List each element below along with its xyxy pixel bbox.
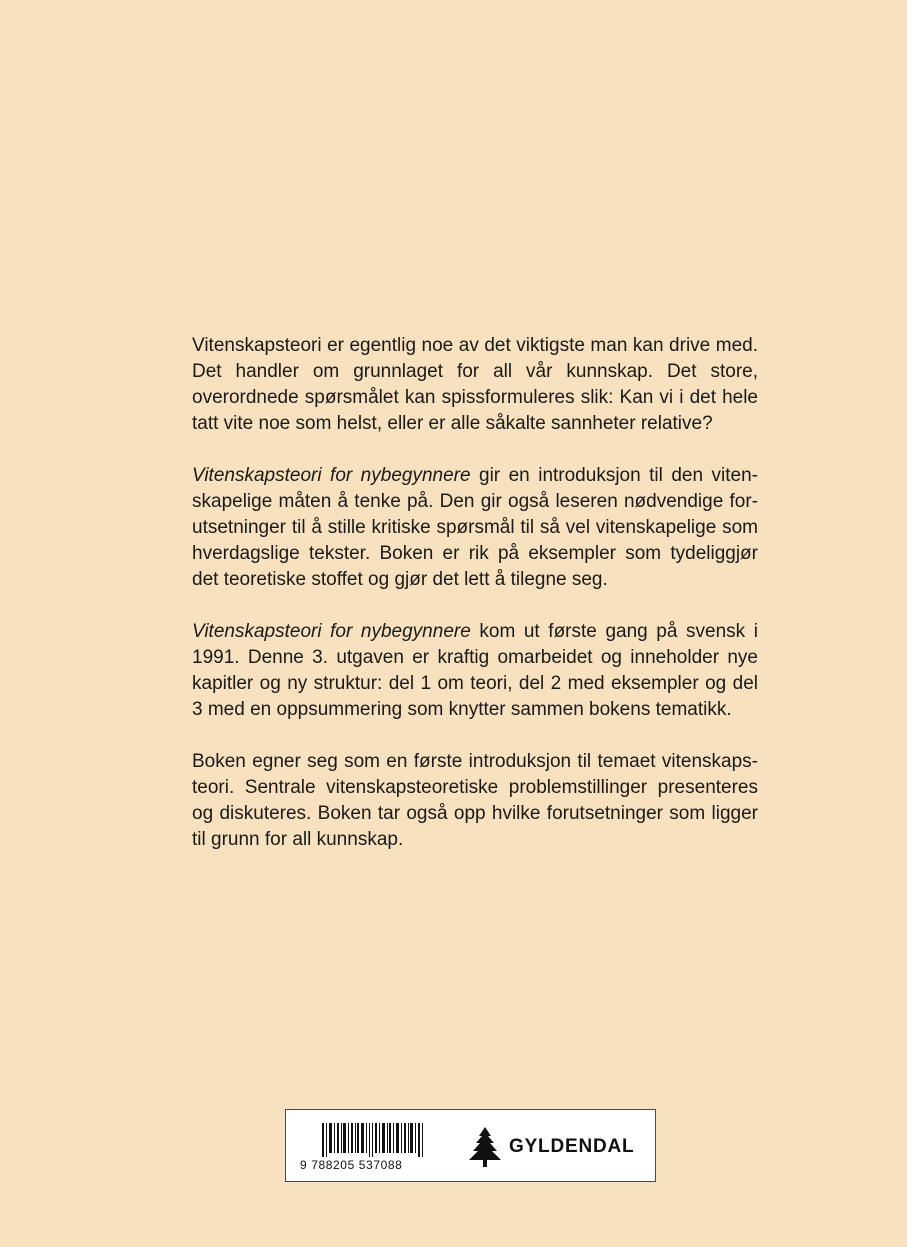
isbn-barcode	[300, 1123, 445, 1173]
blurb-paragraph-3	[192, 619, 758, 723]
publisher-logo	[469, 1127, 634, 1167]
book-title-italic: Vitenskapsteori for nybegynnere	[192, 621, 471, 642]
blurb-paragraph-2-text: gir en introduksjon til den vitenskapelige måten å tenke på. Den gir også leseren nødvendige forutsetninger til å stille kritiske spørsmål til så vel vitenskapelige som hverdagslige tekster. Boken er rik på eksempler som tydeliggjør det teoretiske stoffet og gjør det lett å tilegne seg.	[192, 465, 758, 590]
barcode-icon	[300, 1123, 445, 1157]
book-title-italic: Vitenskapsteori for nybegynnere	[192, 465, 471, 486]
fir-tree-icon	[469, 1127, 501, 1167]
blurb-paragraph-1: Vitenskapsteori er egentlig noe av det viktigste man kan drive med. Det handler om grunnlaget for all vår kunnskap. Det store, overordnede spørsmålet kan spissformuleres slik: Kan vi i det hele tatt vite noe som helst, eller er alle såkalte sannheter relative?	[192, 335, 758, 434]
blurb-paragraph-3-text: kom ut første gang på svensk i 1991. Denne 3. utgaven er kraftig omarbeidet og inneholder nye kapitler og ny struktur: del 1 om teori, del 2 med eksempler og del 3 med en oppsummering som knytter sammen bokens tematikk.	[192, 621, 758, 720]
blurb-paragraph-4: Boken egner seg som en første introduksjon til temaet vitenskapsteori. Sentrale vitenskapsteoretiske problemstillinger presenteres og diskuteres. Boken tar også opp hvilke forutsetninger som ligger til grunn for all kunnskap.	[192, 751, 758, 850]
back-cover-blurb	[192, 333, 758, 879]
isbn-number: 9 788205 537088	[300, 1158, 460, 1172]
publisher-name: GYLDENDAL	[509, 1136, 635, 1157]
blurb-paragraph-2	[192, 463, 758, 593]
barcode-publisher-box	[285, 1109, 656, 1182]
